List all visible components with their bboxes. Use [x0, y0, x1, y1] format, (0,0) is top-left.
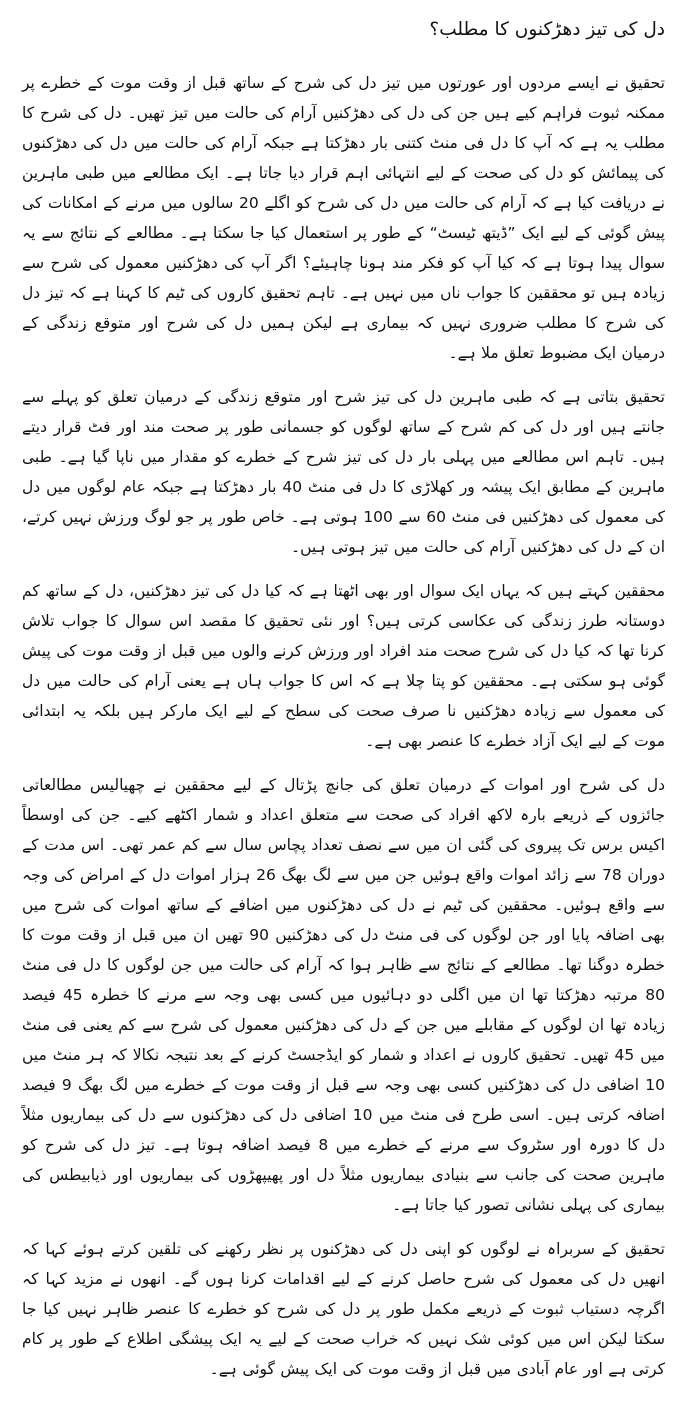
article-paragraph-1: تحقیق نے ایسے مردوں اور عورتوں میں تیز دل کی شرح کے ساتھ قبل از وقت موت کے خطرے پر ممکنہ ثبوت فراہم کیے ہیں جن کی دل کی دھڑکنیں آرام کی حالت میں تیز تھیں۔ دل کی شرح کا مطلب یہ ہے کہ آپ کا دل فی منٹ کتنی بار دھڑکتا ہے جبکہ آرام کی حالت میں دل کی دھڑکنوں کی پیمائش کو دل کی صحت کے لیے انتہائی اہم قرار دیا جاتا ہے۔ ایک مطالعے میں طبی ماہرین نے دریافت کیا ہے کہ آرام کی حالت میں دل کی شرح کو اگلے 20 سالوں میں مرنے کے امکانات کی پیش گوئی کے لیے ایک ”ڈیتھ ٹیسٹ“ کے طور پر استعمال کیا جا سکتا ہے۔ مطالعے کے نتائج سے یہ سوال پیدا ہوتا ہے کہ کیا آپ کو فکر مند ہونا چاہیئے؟ اگر آپ کی دھڑکنیں معمول کی شرح سے زیادہ ہیں تو محققین کا جواب ناں میں نہیں ہے۔ تاہم تحقیق کاروں کی ٹیم کا کہنا ہے کہ تیز دل کی شرح کا مطلب ضروری نہیں کہ بیماری ہے لیکن ہمیں دل کی شرح اور متوقع زندگی کے درمیان ایک مضبوط تعلق ملا ہے۔ [22, 74, 665, 362]
article-paragraph-2: تحقیق بتاتی ہے کہ طبی ماہرین دل کی تیز شرح اور متوقع زندگی کے درمیان تعلق کو پہلے سے جانتے ہیں اور دل کی کم شرح کے ساتھ لوگوں کو جسمانی طور پر صحت مند اور فٹ قرار دیتے ہیں۔ تاہم اس مطالعے میں پہلی بار دل کی تیز شرح کے خطرے کو مقدار میں ناپا گیا ہے۔ طبی ماہرین کے مطابق ایک پیشہ ور کھلاڑی کا دل فی منٹ 40 بار دھڑکتا ہے جبکہ عام لوگوں میں دل کی معمول کی دھڑکنیں فی منٹ 60 سے 100 ہوتی ہے۔ خاص طور پر جو لوگ ورزش نہیں کرتے، ان کے دل کی دھڑکنیں آرام کی حالت میں تیز ہوتی ہیں۔ [22, 388, 665, 556]
article-paragraph-4: دل کی شرح اور اموات کے درمیان تعلق کی جانچ پڑتال کے لیے محققین نے چھیالیس مطالعاتی جائزوں کے ذریعے بارہ لاکھ افراد کی صحت سے متعلق اعداد و شمار اکٹھے کیے۔ جن کی اوسطاً اکیس برس تک پیروی کی گئی ان میں سے نصف تعداد پچاس سال سے کم عمر تھی۔ اس مدت کے دوران 78 سے زائد اموات واقع ہوئیں جن میں سے لگ بھگ 26 ہزار اموات دل کے امراض کی وجہ سے واقع ہوئیں۔ محققین کی ٹیم نے دل کی دھڑکنوں میں اضافے کے ساتھ اموات کی شرح میں بھی اضافہ پایا اور جن لوگوں کی فی منٹ دل کی دھڑکنیں 90 تھیں ان میں قبل از وقت موت کا خطرہ دوگنا تھا۔ مطالعے کے نتائج سے ظاہر ہوا کہ آرام کی حالت میں جن لوگوں کا دل فی منٹ 80 مرتبہ دھڑکتا تھا ان میں اگلی دو دہائیوں میں کسی بھی وجہ سے مرنے کا خطرہ 45 فیصد زیادہ تھا ان لوگوں کے مقابلے میں جن کے دل کی دھڑکنیں معمول کی شرح سے کم یعنی فی منٹ میں 45 تھیں۔ تحقیق کاروں نے اعداد و شمار کو ایڈجسٹ کرنے کے بعد نتیجہ نکالا کہ ہر منٹ میں 10 اضافی دل کی دھڑکنیں کسی بھی وجہ سے قبل از وقت موت کے خطرے میں لگ بھگ 9 فیصد اضافہ کرتی ہیں۔ اسی طرح فی منٹ میں 10 اضافی دل کی دھڑکنوں سے دل کی بیماریوں مثلاً دل کا دورہ اور سٹروک سے مرنے کے خطرے میں 8 فیصد اضافہ ہوتا ہے۔ تیز دل کی شرح کو ماہرین صحت کی جانب سے بنیادی بیماریوں مثلاً دل اور پھیپھڑوں کی بیماریوں اور ذیابیطس کی بیماری کی پہلی نشانی تصور کیا جاتا ہے۔ [22, 776, 666, 1214]
article-paragraph-3: محققین کہتے ہیں کہ یہاں ایک سوال اور بھی اٹھتا ہے کہ کیا دل کی تیز دھڑکنیں، دل کے ساتھ کم دوستانہ طرز زندگی کی عکاسی کرتی ہیں؟ اور نئی تحقیق کا مقصد اس سوال کا جواب تلاش کرنا تھا کہ کیا دل کی شرح صحت مند افراد اور ورزش کرنے والوں میں قبل از وقت موت کی پیش گوئی ہو سکتی ہے۔ محققین کو پتا چلا ہے کہ اس کا جواب ہاں ہے یعنی آرام کی حالت میں دل کی معمول سے زیادہ دھڑکنیں نا صرف صحت کی سطح کے لیے ایک مارکر ہیں بلکہ یہ ابتدائی موت کے لیے ایک آزاد خطرے کا عنصر بھی ہے۔ [22, 582, 665, 750]
article-title: دل کی تیز دھڑکنوں کا مطلب؟ [429, 19, 665, 40]
article-paragraph-5: تحقیق کے سربراہ نے لوگوں کو اپنی دل کی دھڑکنوں پر نظر رکھنے کی تلقین کرتے ہوئے کہا کہ انھیں دل کی معمول کی شرح حاصل کرنے کے لیے اقدامات کرنا ہوں گے۔ انھوں نے مزید کہا کہ اگرچہ دستیاب ثبوت کے ذریعے مکمل طور پر دل کی شرح کو خطرے کا عنصر ظاہر نہیں کیا جا سکتا لیکن اس میں کوئی شک نہیں کہ خراب صحت کے لیے یہ ایک پیشگی اطلاع کے طور پر کام کرتی ہے اور عام آبادی میں قبل از وقت موت کی ایک پیش گوئی ہے۔ [22, 1240, 665, 1378]
